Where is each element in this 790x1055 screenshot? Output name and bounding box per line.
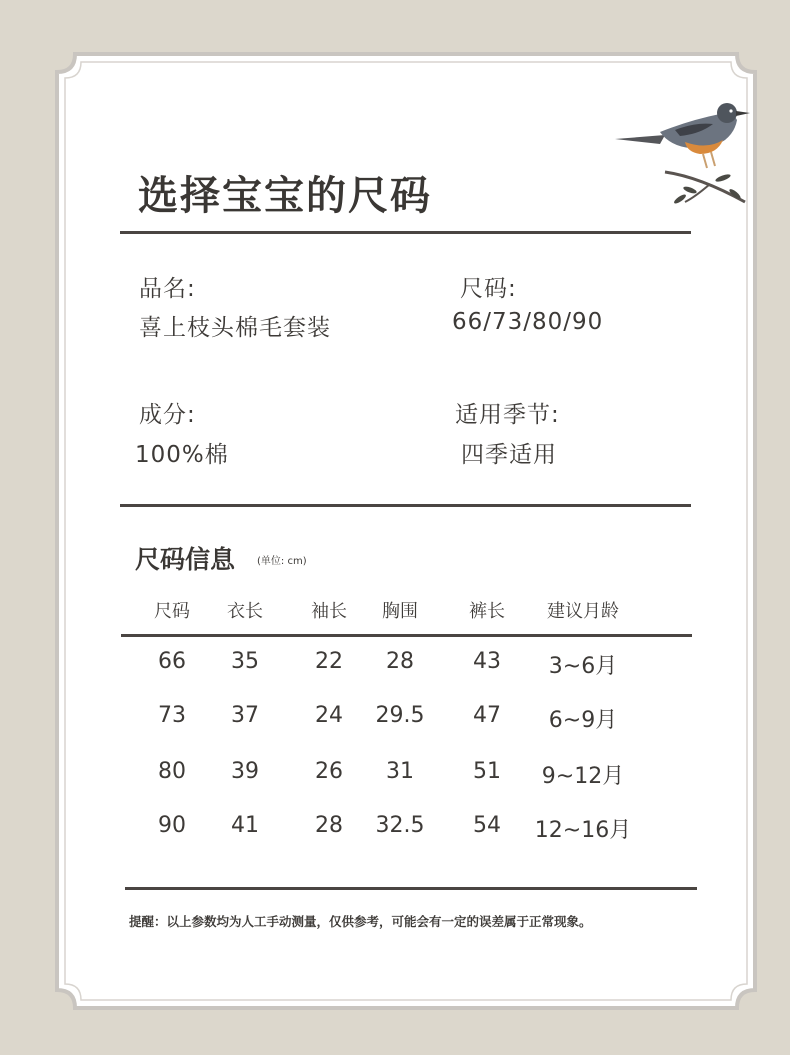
table-cell: 54 xyxy=(473,813,501,838)
divider-title xyxy=(120,231,691,234)
table-cell: 35 xyxy=(231,649,259,674)
divider-table-header xyxy=(121,634,692,637)
table-cell: 80 xyxy=(158,759,186,784)
table-header-cell: 袖长 xyxy=(311,601,347,622)
size-info-unit: (单位: cm) xyxy=(257,556,307,567)
table-cell: 66 xyxy=(158,649,186,674)
table-cell: 28 xyxy=(386,649,414,674)
table-cell: 73 xyxy=(158,703,186,728)
product-name-label: 品名: xyxy=(139,276,196,302)
table-cell: 22 xyxy=(315,649,343,674)
size-value: 66/73/80/90 xyxy=(452,309,604,335)
table-cell: 26 xyxy=(315,759,343,784)
size-card xyxy=(55,52,757,1010)
table-header-cell: 建议月龄 xyxy=(547,601,619,622)
table-cell: 3~6月 xyxy=(548,654,618,679)
season-value: 四季适用 xyxy=(461,442,557,468)
table-header-cell: 胸围 xyxy=(382,601,418,622)
season-label: 适用季节: xyxy=(455,402,560,428)
table-cell: 47 xyxy=(473,703,501,728)
table-cell: 9~12月 xyxy=(541,764,625,789)
size-label: 尺码: xyxy=(460,276,517,302)
table-cell: 12~16月 xyxy=(534,818,632,843)
table-cell: 6~9月 xyxy=(548,708,618,733)
table-cell: 90 xyxy=(158,813,186,838)
table-cell: 31 xyxy=(386,759,414,784)
material-value: 100%棉 xyxy=(135,442,229,468)
divider-info xyxy=(120,504,691,507)
table-cell: 39 xyxy=(231,759,259,784)
table-header-cell: 裤长 xyxy=(469,601,505,622)
table-cell: 32.5 xyxy=(375,813,425,838)
table-cell: 51 xyxy=(473,759,501,784)
table-cell: 29.5 xyxy=(375,703,425,728)
table-cell: 28 xyxy=(315,813,343,838)
material-label: 成分: xyxy=(139,402,196,428)
table-header-cell: 尺码 xyxy=(154,601,190,622)
divider-note xyxy=(125,887,697,890)
page-title: 选择宝宝的尺码 xyxy=(138,172,432,219)
table-cell: 41 xyxy=(231,813,259,838)
table-cell: 24 xyxy=(315,703,343,728)
bird-illustration xyxy=(615,102,755,207)
measurement-note: 提醒：以上参数均为人工手动测量，仅供参考，可能会有一定的误差属于正常现象。 xyxy=(129,914,592,929)
product-name-value: 喜上枝头棉毛套装 xyxy=(139,315,331,341)
table-cell: 43 xyxy=(473,649,501,674)
size-info-title: 尺码信息 xyxy=(135,545,236,574)
table-cell: 37 xyxy=(231,703,259,728)
table-header-cell: 衣长 xyxy=(227,601,263,622)
